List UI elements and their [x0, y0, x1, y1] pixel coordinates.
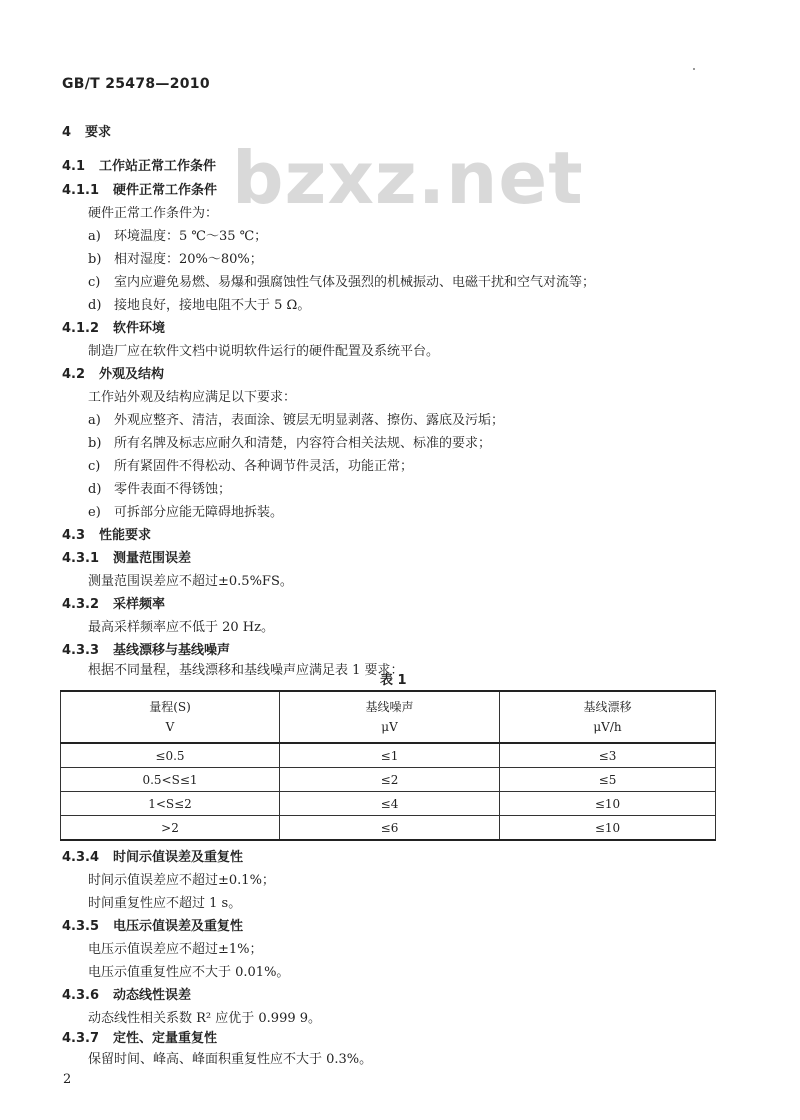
table-cell: ≤2 — [280, 768, 500, 792]
table-row — [61, 816, 716, 841]
watermark: bzxz.net — [232, 136, 584, 220]
list-item: a) 外观应整齐、清洁，表面涂、镀层无明显剥落、擦伤、露底及污垢； — [88, 413, 505, 428]
section-4-3-4-line: 时间示值误差应不超过±0.1%； — [88, 873, 275, 888]
table-row — [61, 743, 716, 768]
list-item: d) 零件表面不得锈蚀； — [88, 482, 232, 497]
table-header-row — [61, 691, 716, 743]
table-cell: ≤6 — [280, 816, 500, 841]
section-4-3-1-text: 测量范围误差应不超过±0.5%FS。 — [88, 574, 293, 589]
table-cell: ≤1 — [280, 743, 500, 768]
standard-code-header: GB/T 25478—2010 — [62, 76, 210, 92]
section-4-3-3-heading: 4.3.3 基线漂移与基线噪声 — [62, 643, 231, 658]
table-1 — [60, 690, 716, 841]
table-cell: 0.5<S≤1 — [61, 768, 280, 792]
section-4-3-6-text: 动态线性相关系数 R² 应优于 0.999 9。 — [88, 1011, 322, 1026]
section-4-3-5-line: 电压示值重复性应不大于 0.01%。 — [88, 965, 290, 980]
section-4-1-heading: 4.1 工作站正常工作条件 — [62, 159, 217, 174]
header-cell: 基线漂移 μV/h — [500, 691, 716, 743]
table-cell: ≤10 — [500, 792, 716, 816]
section-4-heading: 4 要求 — [62, 125, 112, 140]
section-4-3-5-heading: 4.3.5 电压示值误差及重复性 — [62, 919, 244, 934]
list-item: e) 可拆部分应能无障碍地拆装。 — [88, 505, 284, 520]
section-4-3-4-heading: 4.3.4 时间示值误差及重复性 — [62, 850, 244, 865]
table-cell: >2 — [61, 816, 280, 841]
list-item: b) 所有名牌及标志应耐久和清楚，内容符合相关法规、标准的要求； — [88, 436, 492, 451]
section-4-3-2-text: 最高采样频率应不低于 20 Hz。 — [88, 620, 274, 635]
table-1-title: 表 1 — [380, 673, 407, 688]
table-row — [61, 792, 716, 816]
page-number: 2 — [63, 1072, 72, 1087]
list-item: b) 相对湿度：20%～80%； — [88, 252, 263, 267]
section-4-3-4-line: 时间重复性应不超过 1 s。 — [88, 896, 242, 911]
section-4-3-6-heading: 4.3.6 动态线性误差 — [62, 988, 192, 1003]
table-cell: ≤0.5 — [61, 743, 280, 768]
section-4-3-heading: 4.3 性能要求 — [62, 528, 152, 543]
section-4-3-3-text: 根据不同量程，基线漂移和基线噪声应满足表 1 要求： — [88, 663, 404, 678]
table-cell: ≤10 — [500, 816, 716, 841]
scan-speck — [693, 68, 695, 70]
table-cell: ≤5 — [500, 768, 716, 792]
list-item: d) 接地良好，接地电阻不大于 5 Ω。 — [88, 298, 311, 313]
table-cell: 1<S≤2 — [61, 792, 280, 816]
section-4-2-intro: 工作站外观及结构应满足以下要求： — [88, 390, 297, 405]
list-item: c) 所有紧固件不得松动、各种调节件灵活，功能正常； — [88, 459, 414, 474]
section-4-3-5-line: 电压示值误差应不超过±1%； — [88, 942, 263, 957]
section-4-2-heading: 4.2 外观及结构 — [62, 367, 165, 382]
list-item: a) 环境温度：5 ℃～35 ℃； — [88, 229, 268, 244]
section-4-1-2-text: 制造厂应在软件文档中说明软件运行的硬件配置及系统平台。 — [88, 344, 440, 359]
section-4-3-7-text: 保留时间、峰高、峰面积重复性应不大于 0.3%。 — [88, 1052, 373, 1067]
section-4-1-1-heading: 4.1.1 硬件正常工作条件 — [62, 183, 218, 198]
table-row — [61, 768, 716, 792]
table-cell: ≤4 — [280, 792, 500, 816]
table-cell: ≤3 — [500, 743, 716, 768]
section-4-1-1-intro: 硬件正常工作条件为： — [88, 206, 219, 221]
section-4-3-2-heading: 4.3.2 采样频率 — [62, 597, 166, 612]
header-cell: 基线噪声 μV — [280, 691, 500, 743]
section-4-1-2-heading: 4.1.2 软件环境 — [62, 321, 166, 336]
list-item: c) 室内应避免易燃、易爆和强腐蚀性气体及强烈的机械振动、电磁干扰和空气对流等； — [88, 275, 596, 290]
header-cell: 量程(S) V — [61, 691, 280, 743]
section-4-3-7-heading: 4.3.7 定性、定量重复性 — [62, 1031, 218, 1046]
section-4-3-1-heading: 4.3.1 测量范围误差 — [62, 551, 192, 566]
